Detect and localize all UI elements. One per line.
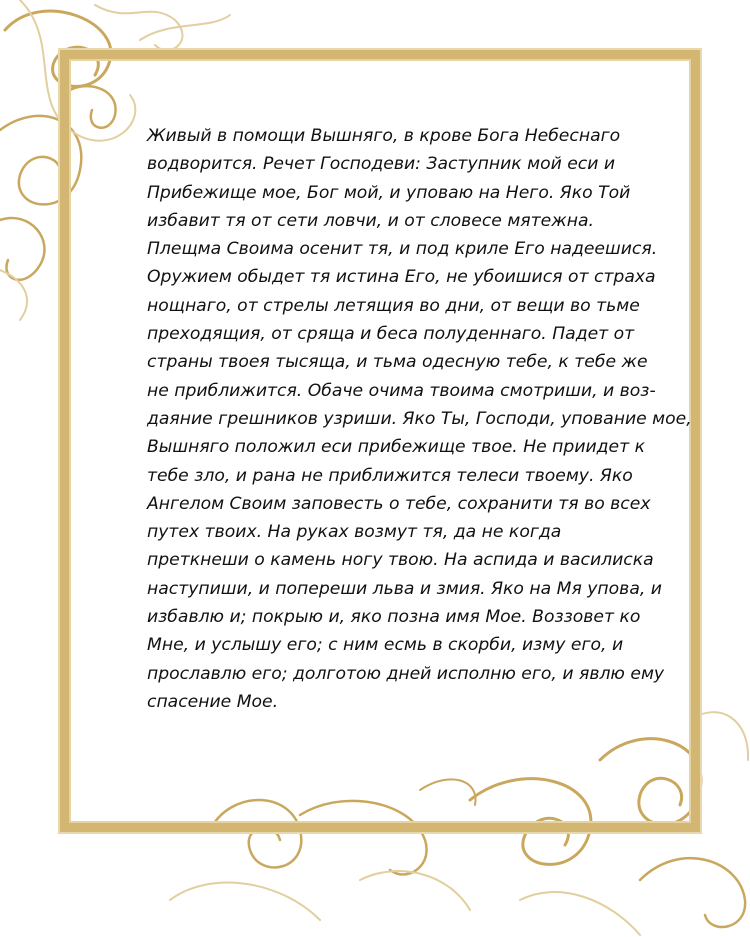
prayer-line: страны твоея тысяща, и тьма одесную тебе, к тебе же [147,352,648,373]
prayer-line: Оружием обыдет тя истина Его, не убоишися от страха [147,267,656,288]
prayer-line: прославлю его; долготою дней исполню его, и явлю ему [147,663,665,684]
swirl-top-1 [140,15,230,40]
prayer-line: даяние грешников узриши. Яко Ты, Господи, упование мое, [147,408,692,429]
prayer-text [147,122,692,716]
prayer-line: не приближится. Обаче очима твоима смотриши, и воз- [147,380,656,401]
prayer-line: наступиши, и попереши льва и змия. Яко на Мя упова, и [147,578,662,599]
prayer-line: Мне, и услышу его; с ним есмь в скорби, изму его, и [147,635,624,656]
prayer-line: спасение Мое. [147,691,279,712]
swirl-bottom-left-4 [360,871,470,910]
prayer-line: Прибежище мое, Бог мой, и уповаю на Него. Яко Той [147,182,631,203]
prayer-line: избавит тя от сети ловчи, и от словесе мятежна. [147,210,594,231]
prayer-line: путех твоих. На руках возмут тя, да не когда [147,522,562,543]
prayer-line: преходящия, от сряща и беса полуденнаго. Падет от [147,324,635,345]
prayer-line: преткнеши о камень ногу твою. На аспида и василиска [147,550,654,571]
swirl-bottom-left-3 [170,883,320,920]
prayer-line: нощнаго, от стрелы летящия во дни, от вещи во тьме [147,295,640,316]
swirl-left-1 [0,218,44,280]
swirl-left-2 [0,270,27,320]
swirl-bottom-right-3 [640,858,745,927]
prayer-line: водворится. Речет Господеви: Заступник мой еси и [147,154,616,175]
prayer-line: тебе зло, и рана не приближится телеси твоему. Яко [147,465,633,486]
prayer-line: Живый в помощи Вышняго, в крове Бога Небеснаго [147,126,621,146]
prayer-line: Плещма Своима осенит тя, и под криле Его надеешися. [147,239,658,260]
prayer-line: Вышняго положил еси прибежище твое. Не приидет к [147,437,645,458]
prayer-line: избавлю и; покрыю и, яко позна имя Мое. Воззовет ко [147,607,641,628]
swirl-bottom-right-4 [520,892,640,935]
prayer-line: Ангелом Своим заповесть о тебе, сохранити тя во всех [147,493,651,514]
